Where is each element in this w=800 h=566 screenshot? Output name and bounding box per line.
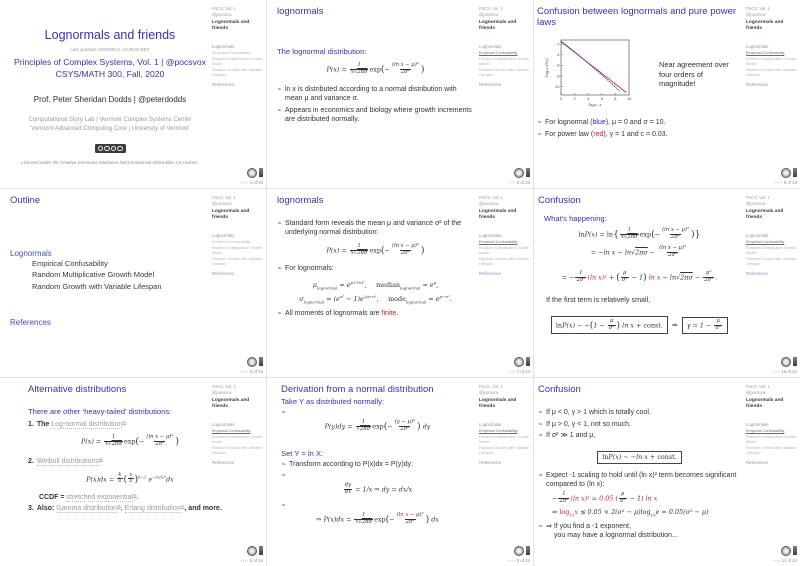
bullet-icon: ❧ — [277, 87, 283, 94]
slide-alternative-distributions — [0, 378, 266, 566]
bullet-icon: ❧ — [277, 107, 283, 114]
sidebar-item-empirical-confusability[interactable]: Empirical Confusability — [746, 51, 785, 56]
bullet-icon: ❧ — [281, 410, 287, 417]
sidebar-deck-title: Lognormals and friends — [746, 397, 784, 410]
weibull-pdf-equation: P(x)dx = $\frac{k}{\lambda}$ ( $\frac{x}{\lambda}$ )$^{k-1}$ $e^{-(x/\lambda)ᵏ}dx$ — [86, 471, 174, 485]
affiliation-1: Computational Story Lab | Vermont Complex Systems Center — [28, 117, 192, 124]
toc-item-random-growth-variable-lifespan[interactable]: Random Growth with Variable Lifespan — [32, 281, 162, 291]
confusion-plot — [537, 35, 655, 113]
slide-footer — [775, 168, 797, 186]
bullet-icon: ❧ — [538, 421, 544, 428]
separator: , — [120, 504, 125, 512]
uvm-tower-logo-icon — [259, 357, 263, 366]
sidebar-item-lognormals[interactable]: Lognormals — [212, 422, 235, 428]
slide-title: Confusion between lognormals and pure power laws — [537, 6, 737, 29]
slide-footer — [772, 546, 797, 564]
bullet-icon: ❧ — [538, 433, 544, 440]
slide-footer — [241, 357, 263, 375]
slide-title: Outline — [10, 195, 41, 206]
sidebar-item-lognormals[interactable]: Lognormals — [746, 233, 769, 239]
svg-text:-4: -4 — [556, 53, 560, 58]
condition-text: If the first term is relatively small, — [546, 295, 651, 305]
sidebar-nav — [746, 233, 797, 276]
sidebar-item-empirical-confusability[interactable]: Empirical Confusability — [746, 429, 785, 434]
section-heading: There are other ‘heavy-tailed’ distributions: — [28, 407, 172, 417]
sidebar-kicker: PoCS, Vol. 1 @pocsvox — [746, 6, 770, 17]
sidebar-item-references[interactable]: References — [212, 271, 234, 277]
slide-title: Derivation from a normal distribution — [281, 384, 434, 395]
slide-footer — [772, 357, 797, 375]
sidebar-item-references[interactable]: References — [479, 271, 501, 277]
sidebar-deck-title: Lognormals and friends — [212, 397, 250, 410]
sidebar-item-random-multiplicative-growth-model[interactable]: Random Multiplicative Growth Model — [479, 435, 530, 445]
toc-item-lognormals[interactable]: Lognormals — [10, 249, 52, 259]
beamer-navigation-icons[interactable]: ‹›‹› — [240, 180, 249, 185]
slide-footer — [241, 168, 263, 186]
university-seal-icon — [514, 546, 524, 556]
external-link-icon: ⧉ — [98, 458, 103, 465]
sidebar-nav — [746, 44, 797, 87]
svg-text:-8: -8 — [556, 74, 560, 79]
lnP-equation-3: = − $\frac{1}{\text{2σ²}}$ (ln x)² + ( $\frac{\mu}{\text{σ²}}$ − 1) ln x − ln√2πσ − $\frac{\text{μ²}}{\text{2σ²}}$ . — [561, 270, 718, 284]
sidebar-item-empirical-confusability[interactable]: Empirical Confusability — [479, 429, 518, 434]
svg-text:8: 8 — [614, 97, 617, 102]
uvm-tower-logo-icon — [526, 546, 530, 555]
sidebar-kicker: PoCS, Vol. 1 @pocsvox — [212, 6, 236, 17]
bullet-text: For power law (red), γ = 1 and c = 0.03. — [545, 130, 668, 138]
transformed-pdf-equation: ⇒ P(x)dx = $\frac{1}{x√2\pi\sigma}$ exp(− $\frac{\text{(ln x − μ)²}}{\text{2σ²}}$ ) dx — [316, 511, 439, 525]
sidebar-item-lognormals[interactable]: Lognormals — [746, 422, 769, 428]
svg-text:0: 0 — [560, 97, 562, 102]
slide-sidebar — [744, 189, 800, 377]
slide-sidebar — [210, 0, 266, 188]
ccdf-label: CCDF = — [39, 493, 67, 501]
sidebar-item-random-multiplicative-growth-model[interactable]: Random Multiplicative Growth Model — [746, 57, 797, 67]
slide-lognormal-moments — [267, 189, 533, 377]
page-number: 2 of 24 — [248, 369, 263, 374]
jacobian-equation: $\frac{dy}{dx}$ = 1/x ⇒ dy = dx/x — [344, 482, 413, 495]
bullet-icon: ❧ — [281, 461, 287, 468]
course-line-1: Principles of Complex Systems, Vol. 1 | @pocsvox — [14, 57, 206, 67]
deck-title: Lognormals and friends — [44, 28, 176, 42]
sigma-mode-equation: $\sigma_{lognormal} = (e^{\sigma^2} - 1)e^{2\mu+\sigma^2}$, mode$_{lognormal}$ = $e^{\mu-\sigma^2}$. — [299, 293, 452, 305]
sidebar-nav — [479, 233, 530, 276]
bullet-icon: ❧ — [538, 473, 544, 480]
gamma-result-box: γ = 1 − $\frac{\mu}{\text{σ²}}$ — [682, 317, 728, 335]
university-seal-icon — [514, 168, 524, 178]
svg-text:log₁₀ x: log₁₀ x — [588, 102, 602, 108]
sidebar-deck-title: Lognormals and friends — [212, 208, 250, 221]
beamer-navigation-icons[interactable]: ‹›‹› — [772, 558, 781, 563]
erlang-distribution-link[interactable]: Erlang distribution — [124, 504, 181, 512]
list-number: 3. — [28, 504, 34, 512]
svg-text:10: 10 — [627, 97, 631, 102]
bullet-icon: ❧ — [537, 120, 543, 127]
sidebar-deck-title: Lognormals and friends — [479, 208, 517, 221]
sidebar-nav — [212, 233, 263, 276]
slide-derivation-normal — [267, 378, 533, 566]
sidebar-item-references[interactable]: References — [212, 82, 234, 88]
sidebar-item-empirical-confusability[interactable]: Empirical Confusability — [479, 240, 518, 245]
period: . — [136, 493, 139, 501]
sidebar-item-random-growth-with-variable-lifespan[interactable]: Random Growth with Variable Lifespan — [746, 68, 797, 78]
lnP-equation-1: lnP(x) = ln{ $\frac{1}{x√2\pi\sigma}$ exp(− $\frac{\text{(ln x − μ)²}}{\text{2σ²}}$ )} — [578, 227, 701, 241]
university-seal-icon — [781, 546, 791, 556]
slide-footer — [508, 357, 530, 375]
beamer-navigation-icons[interactable]: ‹›‹› — [772, 369, 781, 374]
sidebar-nav — [746, 422, 797, 465]
lognormal-pdf-equation: P(x) = $\frac{1}{x√2\pi\sigma}$ exp(− $\frac{\text{(ln x − μ)²}}{\text{2σ²}}$ ) — [326, 243, 425, 257]
sidebar-kicker: PoCS, Vol. 1 @pocsvox — [479, 6, 503, 17]
bullet-text: Standard form reveals the mean μ and variance σ² of the underlying normal distribution: — [285, 220, 462, 237]
also-label: Also: — [36, 504, 57, 512]
lognormal-pdf-equation: P(x) = $\frac{1}{x√2\pi\sigma}$ exp(− $\frac{\text{(ln x − μ)²}}{\text{2σ²}}$ ) — [80, 434, 179, 448]
toc-item-random-multiplicative-growth-model[interactable]: Random Multiplicative Growth Model — [32, 270, 155, 280]
gamma-distribution-link[interactable]: Gamma distribution — [56, 504, 117, 512]
bullet-icon: ❧ — [277, 266, 283, 273]
bullet-icon: ❧ — [277, 221, 283, 228]
beamer-navigation-icons[interactable]: ‹›‹› — [240, 558, 249, 563]
sidebar-kicker: PoCS, Vol. 1 @pocsvox — [212, 195, 236, 206]
sidebar-item-references[interactable]: References — [746, 460, 768, 466]
sidebar-item-random-growth-with-variable-lifespan[interactable]: Random Growth with Variable Lifespan — [212, 68, 263, 78]
sidebar-deck-title: Lognormals and friends — [746, 19, 784, 32]
page-number: 5 of 24 — [248, 558, 263, 563]
sidebar-item-random-multiplicative-growth-model[interactable]: Random Multiplicative Growth Model — [212, 435, 263, 445]
weibull-wiki-link[interactable]: Weibull distributions — [36, 458, 99, 466]
svg-text:log₁₀ P(x): log₁₀ P(x) — [544, 58, 549, 78]
sidebar-item-random-multiplicative-growth-model[interactable]: Random Multiplicative Growth Model — [212, 246, 263, 256]
slide-title: lognormals — [277, 6, 324, 17]
sidebar-item-random-growth-with-variable-lifespan[interactable]: Random Growth with Variable Lifespan — [479, 446, 530, 456]
bullet-text: For lognormal (blue), μ = 0 and σ = 10. — [545, 119, 666, 127]
bullet-text: Transform according to P(x)dx = P(y)dy: — [289, 460, 414, 468]
sidebar-item-random-growth-with-variable-lifespan[interactable]: Random Growth with Variable Lifespan — [479, 68, 530, 78]
bullet-text: Expect -1 scaling to hold until (ln x)² term becomes significant compared to (ln x): — [546, 472, 737, 489]
sidebar-item-random-growth-with-variable-lifespan[interactable]: Random Growth with Variable Lifespan — [746, 257, 797, 267]
section-heading: What's happening: — [544, 214, 607, 224]
sidebar-item-random-growth-with-variable-lifespan[interactable]: Random Growth with Variable Lifespan — [212, 446, 263, 456]
sidebar-item-references[interactable]: References — [746, 82, 768, 88]
university-seal-icon — [247, 546, 257, 556]
beamer-navigation-icons[interactable]: ‹›‹› — [507, 558, 516, 563]
last-updated: Last updated: 2020/09/12, 13:39:25 EDT — [70, 47, 150, 52]
sidebar-kicker: PoCS, Vol. 1 @pocsvox — [746, 195, 770, 206]
sidebar-item-empirical-confusability[interactable]: Empirical Confusability — [212, 429, 251, 434]
slide-sidebar — [477, 189, 533, 377]
sidebar-item-random-multiplicative-growth-model[interactable]: Random Multiplicative Growth Model — [479, 246, 530, 256]
sidebar-kicker: PoCS, Vol. 1 @pocsvox — [479, 195, 503, 206]
section-heading: Set Y = ln X: — [281, 449, 324, 459]
beamer-navigation-icons[interactable]: ‹›‹› — [507, 180, 516, 185]
svg-text:6: 6 — [600, 97, 603, 102]
slide-title: Confusion — [538, 384, 581, 395]
sidebar-item-empirical-confusability[interactable]: Empirical Confusability — [746, 240, 785, 245]
uvm-tower-logo-icon — [259, 168, 263, 177]
slide-title: Alternative distributions — [28, 384, 127, 395]
sidebar-nav — [212, 44, 263, 87]
bullet-icon: ❧ — [281, 473, 287, 480]
sidebar-item-lognormals[interactable]: Lognormals — [746, 44, 769, 50]
page-number: 8 of 24 — [515, 558, 530, 563]
annotation-text: Near agreement over four orders of magnitude! — [659, 59, 729, 89]
slide-sidebar — [210, 189, 266, 377]
sidebar-item-references[interactable]: References — [479, 82, 501, 88]
sidebar-nav — [479, 422, 530, 465]
bullet-text: Appears in economics and biology where growth increments are distributed normally. — [285, 106, 472, 123]
section-heading: The lognormal distribution: — [277, 47, 367, 57]
svg-text:-10: -10 — [554, 85, 560, 90]
sidebar-item-random-growth-with-variable-lifespan[interactable]: Random Growth with Variable Lifespan — [746, 446, 797, 456]
lognormal-wiki-link[interactable]: Log-normal distribution — [51, 421, 123, 429]
slide-confusion-powerlaw — [534, 0, 800, 188]
bullet-text: For lognormals: — [285, 265, 334, 273]
list-number: 1. — [28, 421, 34, 429]
slide-title: lognormals — [277, 195, 324, 206]
lognormal-pdf-equation: P(x) = $\frac{1}{x√2\pi\sigma}$ exp(− $\frac{\text{(ln x − μ)²}}{\text{2σ²}}$ ) — [326, 62, 425, 76]
beamer-navigation-icons[interactable]: ‹›‹› — [240, 369, 249, 374]
sidebar-item-lognormals[interactable]: Lognormals — [479, 44, 502, 50]
bullet-text: If μ > 0, γ < 1, not so much. — [546, 420, 631, 428]
sidebar-kicker: PoCS, Vol. 1 @pocsvox — [212, 384, 236, 395]
toc-item-empirical-confusability[interactable]: Empirical Confusability — [32, 259, 108, 269]
sidebar-deck-title: Lognormals and friends — [479, 397, 517, 410]
slide-footer — [508, 168, 530, 186]
cc-by-nc-sa-badge-icon[interactable] — [95, 144, 126, 153]
slide-title: Confusion — [538, 195, 581, 206]
sidebar-nav — [212, 422, 263, 465]
bullet-icon: ❧ — [277, 311, 283, 318]
sidebar-nav — [479, 44, 530, 87]
sidebar-item-random-multiplicative-growth-model[interactable]: Random Multiplicative Growth Model — [479, 57, 530, 67]
beamer-navigation-icons[interactable]: ‹›‹› — [774, 180, 783, 185]
uvm-tower-logo-icon — [259, 546, 263, 555]
uvm-tower-logo-icon — [526, 357, 530, 366]
uvm-tower-logo-icon — [793, 357, 797, 366]
implies-arrow: ⇒ — [671, 321, 678, 330]
page-number: 10 of 24 — [780, 369, 797, 374]
normal-pdf-equation: P(y)dy = $\frac{1}{√2\pi\sigma}$ exp(− $\frac{\text{(y − μ)²}}{\text{2σ²}}$ ) dy — [324, 419, 431, 433]
sidebar-item-random-growth-with-variable-lifespan[interactable]: Random Growth with Variable Lifespan — [212, 257, 263, 267]
log-range-equation: ⇒ $\log_{10}x$ ≲ $0.05 \times 2(\sigma^2 - \mu)\log_{10}e$ ≃ 0.05(σ² − μ) — [552, 508, 709, 518]
sidebar-item-references[interactable]: References — [746, 271, 768, 277]
uvm-tower-logo-icon — [793, 546, 797, 555]
page-number: 9 of 24 — [782, 180, 797, 185]
sidebar-kicker: PoCS, Vol. 1 @pocsvox — [479, 384, 503, 395]
slide-sidebar — [744, 378, 800, 566]
uvm-tower-logo-icon — [793, 168, 797, 177]
bullet-icon: ❧ — [538, 523, 544, 530]
lnP-equation-2: = −ln x − ln√2πσ − $\frac{\text{(ln x − μ)²}}{\text{2σ²}}$ — [590, 245, 687, 259]
university-seal-icon — [247, 357, 257, 367]
slide-sidebar — [477, 0, 533, 188]
sidebar-item-random-multiplicative-growth-model[interactable]: Random Multiplicative Growth Model — [746, 246, 797, 256]
section-heading: Take Y as distributed normally: — [281, 397, 385, 407]
sidebar-deck-title: Lognormals and friends — [212, 19, 250, 32]
sidebar-deck-title: Lognormals and friends — [479, 19, 517, 32]
mean-median-equation: $\mu_{lognormal} = e^{\mu+\frac{1}{2}\sigma^2}$, median$_{lognormal}$ = $e^\mu$, — [312, 280, 439, 291]
bullet-text: you may have a lognormal distribution... — [554, 531, 678, 539]
sidebar-item-random-multiplicative-growth-model[interactable]: Random Multiplicative Growth Model — [212, 57, 263, 67]
uvm-tower-logo-icon — [526, 168, 530, 177]
bullet-icon: ❧ — [537, 131, 543, 138]
course-line-2: CSYS/MATH 300, Fall, 2020 — [55, 69, 165, 80]
page-number: 7 of 24 — [515, 369, 530, 374]
item-text: , and more. — [184, 504, 222, 512]
slide-sidebar — [210, 378, 266, 566]
university-seal-icon — [514, 357, 524, 367]
bullet-text: ⇒ If you find a -1 exponent, — [546, 522, 631, 530]
page-number: 1 of 24 — [248, 180, 263, 185]
svg-text:-2: -2 — [556, 42, 560, 47]
license-text: Licensed under the Creative Commons Attribution-NonCommercial-ShareAlike 3.0 License. — [21, 160, 199, 166]
sidebar-item-lognormals[interactable]: Lognormals — [479, 233, 502, 239]
bullet-text: If σ² ≫ 1 and μ, — [546, 432, 596, 440]
external-link-icon: ⧉ — [117, 504, 121, 511]
slide-footer — [241, 546, 263, 564]
bullet-text: All moments of lognormals are finite. — [285, 310, 399, 318]
bullet-icon: ❧ — [538, 410, 544, 417]
sidebar-deck-title: Lognormals and friends — [746, 208, 784, 221]
external-link-icon: ⧉ — [132, 493, 137, 500]
university-seal-icon — [247, 168, 257, 178]
stretched-exponential-link[interactable]: stretched exponential — [66, 493, 133, 501]
university-seal-icon — [781, 357, 791, 367]
beamer-navigation-icons[interactable]: ‹›‹› — [507, 369, 516, 374]
university-seal-icon — [781, 168, 791, 178]
svg-text:-6: -6 — [556, 64, 560, 69]
slide-lognormal-distribution — [267, 0, 533, 188]
sidebar-item-references[interactable]: References — [479, 460, 501, 466]
sidebar-item-random-growth-with-variable-lifespan[interactable]: Random Growth with Variable Lifespan — [479, 257, 530, 267]
slide-footer — [508, 546, 530, 564]
external-link-icon: ⧉ — [180, 504, 185, 511]
affiliation-2: Vermont Advanced Computing Core | University of Vermont — [31, 125, 189, 132]
sidebar-item-lognormals[interactable]: Lognormals — [479, 422, 502, 428]
sidebar-kicker: PoCS, Vol. 1 @pocsvox — [746, 384, 770, 395]
bullet-icon: ❧ — [281, 502, 287, 509]
sidebar-item-references[interactable]: References — [212, 460, 234, 466]
slide-sidebar — [477, 378, 533, 566]
page-number: 11 of 24 — [780, 558, 797, 563]
sidebar-item-empirical-confusability[interactable]: Empirical Confusability — [212, 240, 251, 245]
author: Prof. Peter Sheridan Dodds | @peterdodds — [33, 95, 187, 105]
sidebar-item-lognormals[interactable]: Lognormals — [212, 233, 235, 239]
minus-one-scaling-box: lnP(x) ∼ −ln x + const. — [597, 451, 681, 464]
page-number: 6 of 24 — [515, 180, 530, 185]
bullet-text: ln x is distributed according to a normal distribution with mean μ and variance σ. — [285, 86, 457, 103]
bullet-text: If μ < 0, γ > 1 which is totally cool. — [546, 409, 651, 417]
slide-confusion-derivation — [534, 189, 800, 377]
slide-confusion-conditions — [534, 378, 800, 566]
toc-item-references[interactable]: References — [10, 317, 51, 327]
scaling-threshold-equation: − $\frac{1}{\text{2σ²}}$ (ln x)² ≃ 0.05 ( $\frac{\mu}{\text{σ²}}$ − 1) ln x — [552, 491, 658, 505]
slide-outline — [0, 189, 266, 377]
sidebar-item-empirical-confusability[interactable]: Empirical Confusability — [479, 51, 518, 56]
svg-text:2: 2 — [573, 97, 576, 102]
sidebar-item-empirical-confusability[interactable]: Empirical Confusability — [212, 51, 251, 56]
slide-title-page — [0, 0, 266, 188]
sidebar-item-random-multiplicative-growth-model[interactable]: Random Multiplicative Growth Model — [746, 435, 797, 445]
item-text: The — [36, 421, 52, 429]
svg-text:4: 4 — [587, 97, 590, 102]
sidebar-item-lognormals[interactable]: Lognormals — [212, 44, 235, 50]
list-number: 2. — [28, 458, 34, 466]
slide-sidebar — [744, 0, 800, 188]
external-link-icon: ⧉ — [122, 421, 127, 428]
scaling-result-box: lnP(x) ∼ −(1 − $\frac{\mu}{\text{σ²}}$ ) ln x + const. — [551, 316, 668, 334]
